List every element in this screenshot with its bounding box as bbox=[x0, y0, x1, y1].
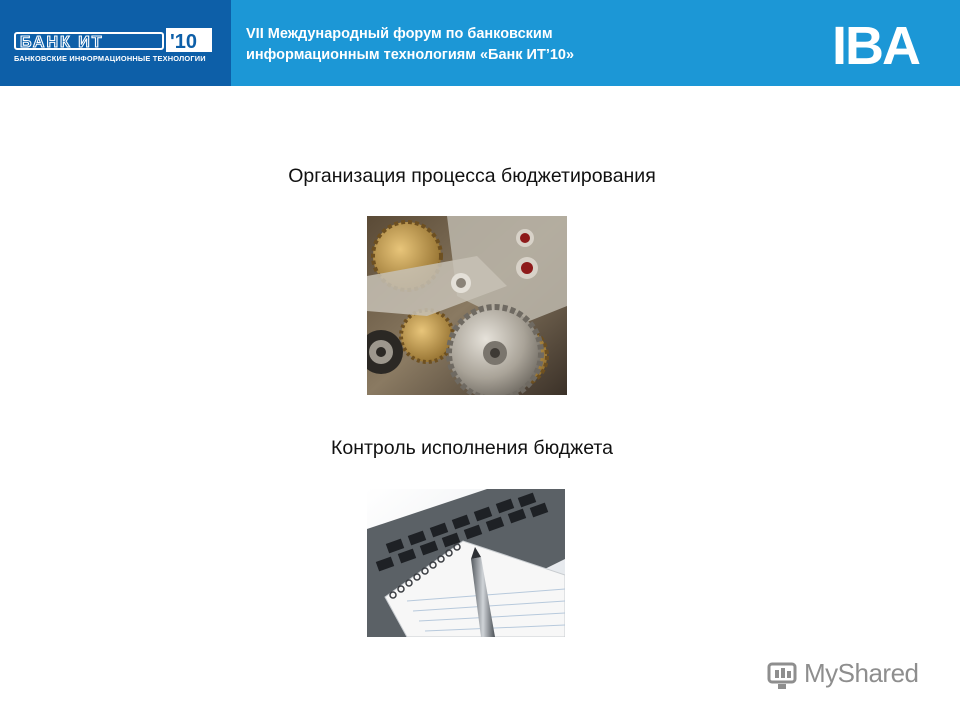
notepad-image bbox=[367, 489, 565, 637]
heading-budgeting-process: Организация процесса бюджетирования bbox=[288, 165, 656, 187]
logo-main-text: БАНК ИТ bbox=[20, 34, 104, 51]
heading-budget-control: Контроль исполнения бюджета bbox=[331, 437, 613, 459]
forum-title-line-1: VII Международный форум по банковским bbox=[246, 26, 553, 42]
myshared-logo-icon bbox=[766, 658, 800, 692]
forum-title-line-2: информационным технологиям «Банк ИТ’10» bbox=[246, 47, 575, 63]
forum-title bbox=[246, 24, 686, 66]
logo-year-text: '10 bbox=[170, 31, 198, 53]
gears-image bbox=[367, 216, 567, 395]
myshared-text: MyShared bbox=[804, 658, 919, 688]
bank-it-logo-mark bbox=[14, 27, 214, 55]
iba-logo-text: IBA bbox=[832, 18, 919, 68]
notepad-photo bbox=[367, 489, 565, 637]
myshared-watermark bbox=[766, 656, 926, 694]
logo-subtitle: БАНКОВСКИЕ ИНФОРМАЦИОННЫЕ ТЕХНОЛОГИИ bbox=[14, 54, 206, 63]
header-banner bbox=[0, 0, 960, 86]
bank-it-logo bbox=[0, 0, 231, 86]
iba-logo bbox=[832, 18, 940, 68]
gears-photo bbox=[367, 216, 567, 395]
